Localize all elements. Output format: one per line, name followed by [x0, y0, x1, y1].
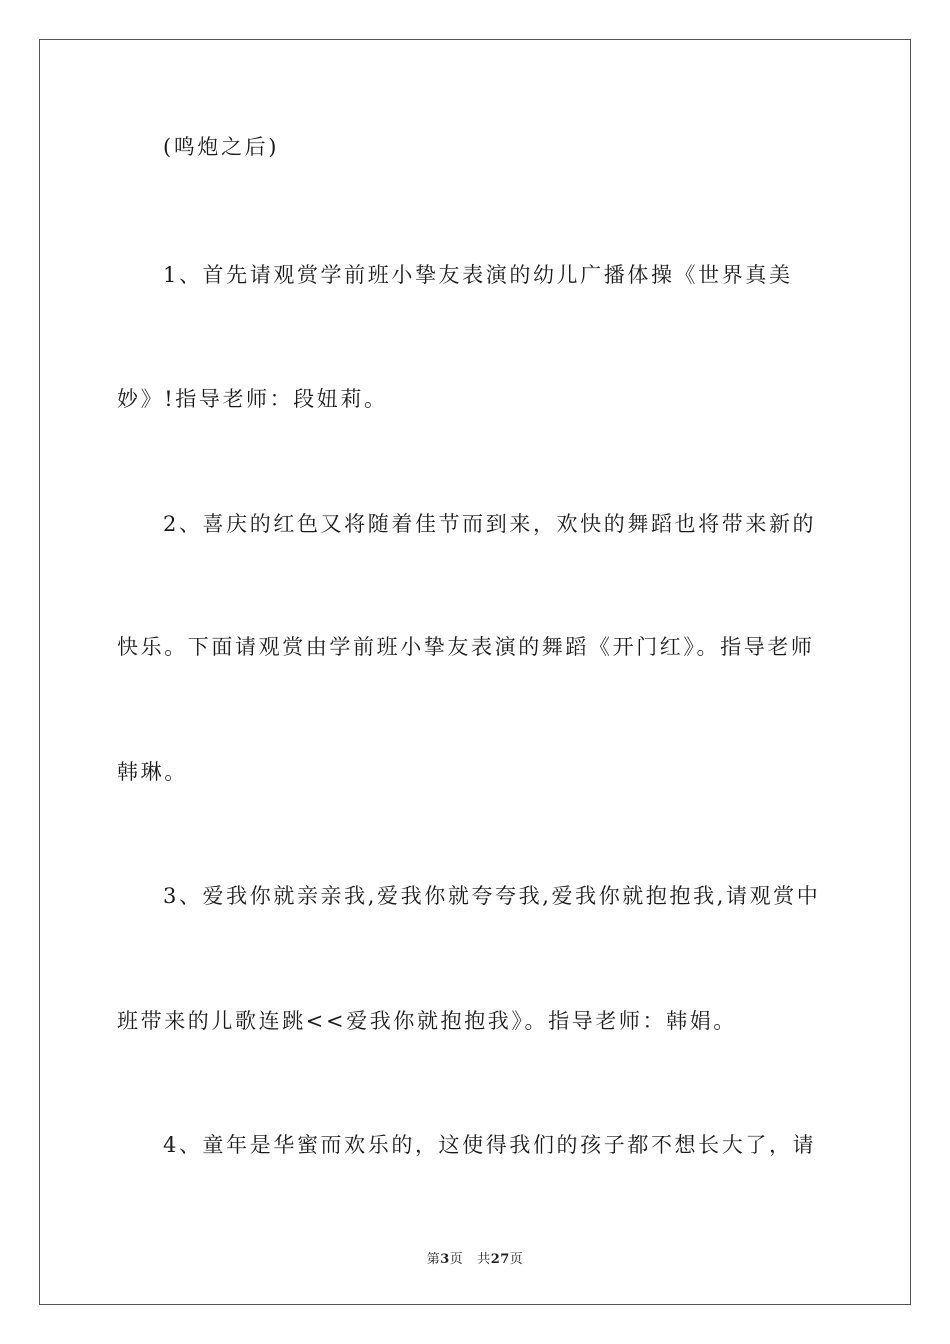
- page-suffix: 页: [449, 1252, 464, 1267]
- total-pages: 27: [490, 1252, 510, 1267]
- page-border: [39, 39, 911, 1305]
- paragraph-line: 韩琳。: [117, 760, 188, 784]
- paragraph-line: 班带来的儿歌连跳<<爱我你就抱抱我》。指导老师：韩娟。: [117, 1009, 737, 1033]
- total-suffix: 页: [509, 1252, 524, 1267]
- paragraph-line: 3、爱我你就亲亲我,爱我你就夸夸我,爱我你就抱抱我,请观赏中: [163, 884, 821, 908]
- paragraph-line: 1、首先请观赏学前班小挚友表演的幼儿广播体操《世界真美: [163, 263, 793, 287]
- paragraph-line: 快乐。下面请观赏由学前班小挚友表演的舞蹈《开门红》。指导老师: [117, 635, 815, 659]
- paragraph-line: 4、童年是华蜜而欢乐的，这使得我们的孩子都不想长大了，请: [163, 1133, 817, 1157]
- total-prefix: 共: [477, 1252, 491, 1267]
- page-number: 3: [440, 1252, 450, 1267]
- paragraph-line: 2、喜庆的红色又将随着佳节而到来，欢快的舞蹈也将带来新的: [163, 512, 817, 536]
- paragraph-line: 妙》!指导老师：段妞莉。: [117, 387, 388, 411]
- paragraph-line: (鸣炮之后): [163, 135, 279, 159]
- page-footer: [0, 1248, 950, 1267]
- page-prefix: 第: [426, 1252, 441, 1267]
